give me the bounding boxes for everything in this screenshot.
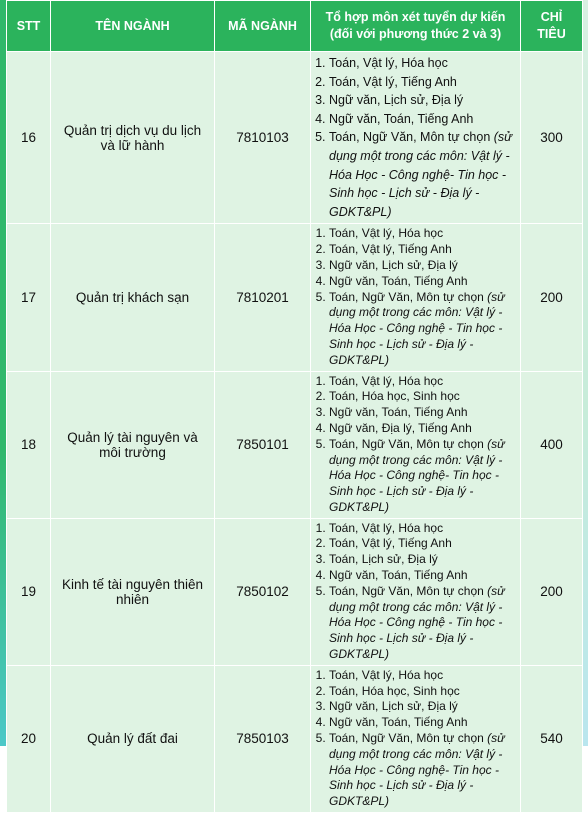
header-to-hop [311,1,521,52]
cell-to-hop [311,371,521,518]
cell-chi-tieu: 200 [521,518,583,665]
cell-ten-nganh: Quản lý đất đai [51,665,215,812]
combo-item: 4. Ngữ văn, Địa lý, Tiếng Anh [329,421,516,437]
combo-text: Toán, Ngữ Văn, Môn tự chọn [329,583,488,598]
header-ten-nganh: TÊN NGÀNH [51,1,215,52]
header-to-hop-line1: Tổ hợp môn xét tuyển dự kiến [325,10,506,24]
combo-note: (sử dụng một trong các môn: Vật lý - Hóa Học - Công nghệ - Tin học - Sinh học - Lịch sử - Địa lý -GDKT&PL) [329,289,505,367]
cell-chi-tieu: 200 [521,224,583,371]
cell-ma-nganh: 7850101 [215,371,311,518]
combo-item: 1. Toán, Vật lý, Hóa học [329,521,516,537]
table-row [7,518,583,665]
combo-list [317,521,516,663]
combo-item: 4. Ngữ văn, Toán, Tiếng Anh [329,110,516,129]
table-header-row [7,1,583,52]
cell-to-hop [311,665,521,812]
combo-item: 3. Ngữ văn, Toán, Tiếng Anh [329,405,516,421]
combo-item: 2. Toán, Hóa học, Sinh học [329,389,516,405]
combo-item: 4. Ngữ văn, Toán, Tiếng Anh [329,715,516,731]
cell-ten-nganh: Quản lý tài nguyên và môi trường [51,371,215,518]
combo-text: Toán, Ngữ Văn, Môn tự chọn [329,289,488,304]
combo-list [317,374,516,516]
combo-item: 2. Toán, Vật lý, Tiếng Anh [329,73,516,92]
cell-stt: 17 [7,224,51,371]
cell-ten-nganh: Quản trị dịch vụ du lịch và lữ hành [51,52,215,224]
header-stt: STT [7,1,51,52]
combo-item [329,437,516,516]
combo-note: (sử dụng một trong các môn: Vật lý - Hóa Học - Công nghệ- Tin học - Sinh học - Lịch sử - Địa lý -GDKT&PL) [329,731,505,809]
combo-note: (sử dụng một trong các môn: Vật lý - Hóa Học - Công nghệ- Tin học - Sinh học - Lịch sử - Địa lý - GDKT&PL) [329,130,513,219]
combo-item: 2. Toán, Hóa học, Sinh học [329,684,516,700]
cell-to-hop [311,518,521,665]
cell-ma-nganh: 7850102 [215,518,311,665]
combo-item: 3. Ngữ văn, Lịch sử, Địa lý [329,91,516,110]
combo-item [329,731,516,810]
combo-text: Toán, Ngữ Văn, Môn tự chọn [329,731,488,746]
combo-list [317,54,516,221]
combo-item [329,584,516,663]
combo-list [317,226,516,368]
combo-item: 1. Toán, Vật lý, Hóa học [329,226,516,242]
combo-item: 2. Toán, Vật lý, Tiếng Anh [329,242,516,258]
table-row [7,224,583,371]
combo-item: 3. Ngữ văn, Lịch sử, Địa lý [329,258,516,274]
cell-ten-nganh: Kinh tế tài nguyên thiên nhiên [51,518,215,665]
combo-item: 2. Toán, Vật lý, Tiếng Anh [329,536,516,552]
table-row [7,665,583,812]
combo-note: (sử dụng một trong các môn: Vật lý - Hóa Học - Công nghệ- Tin học - Sinh học - Lịch sử - Địa lý -GDKT&PL) [329,436,505,514]
cell-stt: 19 [7,518,51,665]
cell-ma-nganh: 7810103 [215,52,311,224]
cell-chi-tieu: 400 [521,371,583,518]
combo-item: 4. Ngữ văn, Toán, Tiếng Anh [329,274,516,290]
cell-stt: 20 [7,665,51,812]
header-chi-tieu: CHỈ TIÊU [521,1,583,52]
combo-item: 4. Ngữ văn, Toán, Tiếng Anh [329,568,516,584]
cell-chi-tieu: 540 [521,665,583,812]
header-to-hop-line2: (đối với phương thức 2 và 3) [329,27,502,41]
combo-text: Toán, Ngữ Văn, Môn tự chọn [329,436,488,451]
combo-item: 1. Toán, Vật lý, Hóa học [329,668,516,684]
table-row [7,371,583,518]
cell-ten-nganh: Quản trị khách sạn [51,224,215,371]
combo-item: 3. Toán, Lịch sử, Địa lý [329,552,516,568]
cell-stt: 16 [7,52,51,224]
admission-table-container [6,0,582,809]
cell-ma-nganh: 7850103 [215,665,311,812]
combo-item [329,290,516,369]
cell-to-hop [311,52,521,224]
combo-text: Toán, Ngữ Văn, Môn tự chọn [329,130,494,145]
cell-stt: 18 [7,371,51,518]
table-row [7,52,583,224]
combo-note: (sử dụng một trong các môn: Vật lý - Hóa Học - Công nghệ - Tin học - Sinh học - Lịch sử - Địa lý -GDKT&PL) [329,583,505,662]
cell-ma-nganh: 7810201 [215,224,311,371]
combo-item: 1. Toán, Vật lý, Hóa học [329,374,516,390]
combo-item [329,128,516,221]
cell-chi-tieu: 300 [521,52,583,224]
combo-item: 3. Ngữ văn, Lịch sử, Địa lý [329,699,516,715]
combo-list [317,668,516,810]
header-ma-nganh: MÃ NGÀNH [215,1,311,52]
combo-item: 1. Toán, Vật lý, Hóa học [329,54,516,73]
cell-to-hop [311,224,521,371]
admission-table [6,0,583,813]
